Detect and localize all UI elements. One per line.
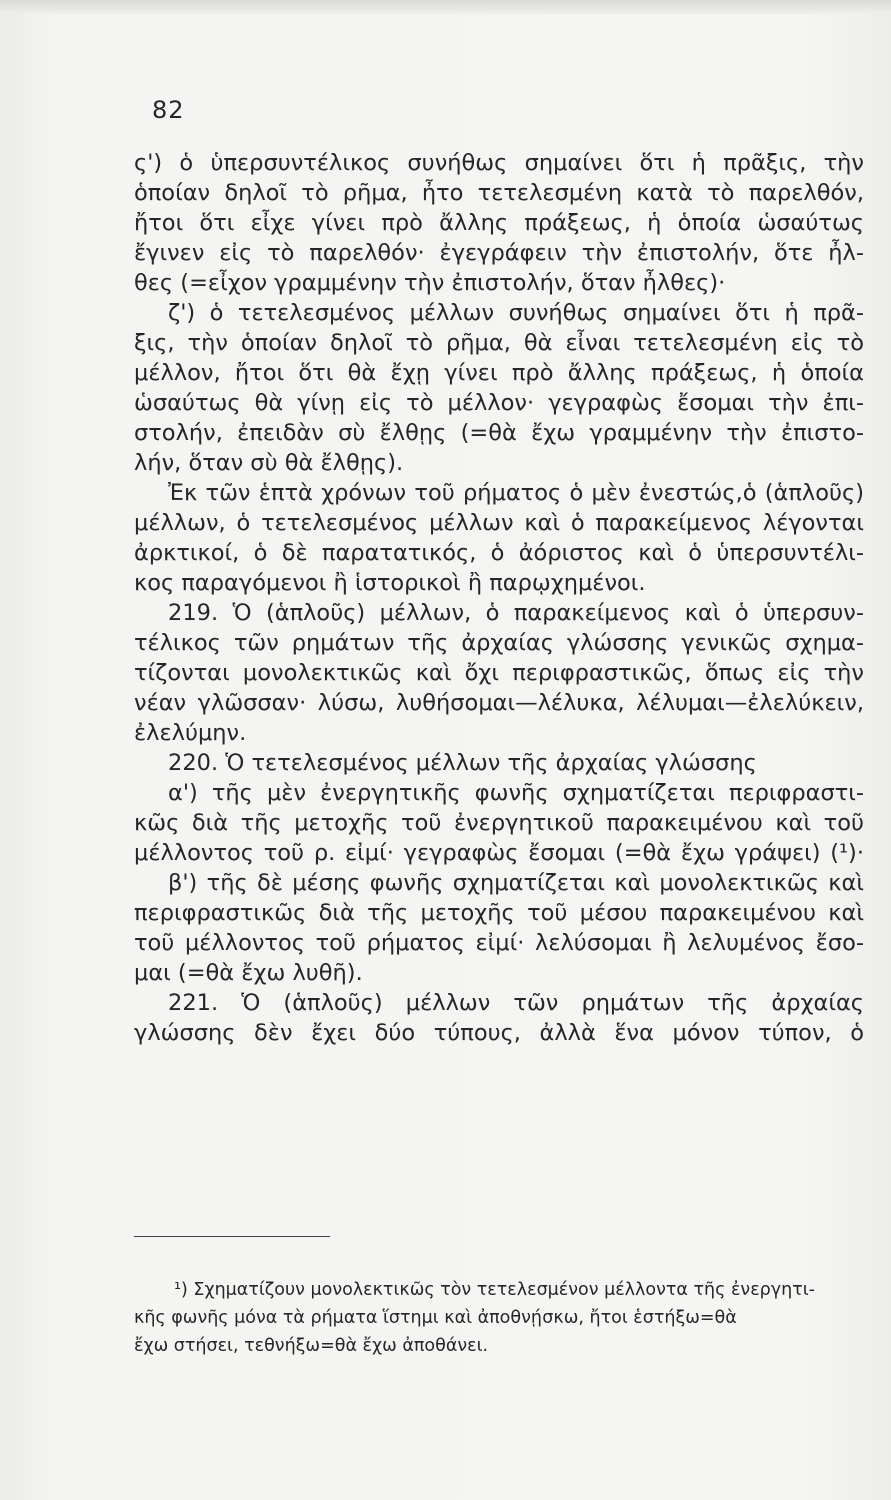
body-text	[134, 148, 864, 1048]
text-line: περιφραστικῶς διὰ τῆς μετοχῆς τοῦ μέσου παρακειμένου καὶ	[134, 900, 864, 926]
footnote-line: ¹) Σχηματίζουν μονολεκτικῶς τὸν τετελεσμένον μέλλοντα τῆς ἐνεργητι-	[174, 1280, 815, 1300]
text-line: ἐλελύμην.	[134, 720, 247, 746]
text-line: ἔγινεν εἰς τὸ παρελθόν· ἐγεγράφειν τὴν ἐπιστολήν, ὅτε ἦλ-	[134, 240, 864, 266]
page-top-edge	[0, 0, 891, 14]
text-line: στολήν, ἐπειδὰν σὺ ἔλθῃς (=θὰ ἔχω γραμμένην τὴν ἐπιστο-	[134, 420, 864, 446]
text-line: ς') ὁ ὑπερσυντέλικος συνήθως σημαίνει ὅτι ἡ πρᾶξις, τὴν	[134, 150, 864, 176]
text-line: μέλλοντος τοῦ ρ. εἰμί· γεγραφὼς ἔσομαι (=θὰ ἔχω γράψει) (¹)·	[134, 840, 864, 866]
text-line: γλώσσης δὲν ἔχει δύο τύπους, ἀλλὰ ἕνα μόνον τύπον, ὁ	[134, 1020, 864, 1046]
text-line: θες (=εἶχον γραμμένην τὴν ἐπιστολήν, ὅταν ἦλθες)·	[134, 270, 726, 296]
text-line: 221. Ὁ (ἁπλοῦς) μέλλων τῶν ρημάτων τῆς ἀρχαίας	[168, 990, 864, 1016]
text-line: μέλλων, ὁ τετελεσμένος μέλλων καὶ ὁ παρακείμενος λέγονται	[134, 510, 864, 536]
text-line: τέλικος τῶν ρημάτων τῆς ἀρχαίας γλώσσης γενικῶς σχημα-	[134, 630, 864, 656]
text-line: ἀρκτικοί, ὁ δὲ παρατατικός, ὁ ἀόριστος καὶ ὁ ὑπερσυντέλι-	[134, 540, 864, 566]
footnote-line: κῆς φωνῆς μόνα τὰ ρήματα ἵστημι καὶ ἀποθνῄσκω, ἤτοι ἑστήξω=θὰ	[134, 1308, 737, 1328]
text-line: μαι (=θὰ ἔχω λυθῆ).	[134, 960, 363, 986]
text-line: β') τῆς δὲ μέσης φωνῆς σχηματίζεται καὶ μονολεκτικῶς καὶ	[168, 870, 864, 896]
text-line: Ἐκ τῶν ἑπτὰ χρόνων τοῦ ρήματος ὁ μὲν ἐνεστώς,ὁ (ἁπλοῦς)	[168, 480, 864, 506]
text-line: μέλλον, ἤτοι ὅτι θὰ ἔχῃ γίνει πρὸ ἄλλης πράξεως, ἡ ὁποία	[134, 360, 864, 386]
page-number: 82	[152, 96, 185, 124]
text-line: ἤτοι ὅτι εἶχε γίνει πρὸ ἄλλης πράξεως, ἡ ὁποία ὡσαύτως	[134, 210, 864, 236]
text-line: ξις, τὴν ὁποίαν δηλοῖ τὸ ρῆμα, θὰ εἶναι τετελεσμένη εἰς τὸ	[134, 330, 864, 356]
text-line: κος παραγόμενοι ἢ ἱστορικοὶ ἢ παρῳχημένοι.	[134, 570, 646, 596]
text-line: λήν, ὅταν σὺ θὰ ἔλθῃς).	[134, 450, 404, 476]
text-line: 219. Ὁ (ἁπλοῦς) μέλλων, ὁ παρακείμενος καὶ ὁ ὑπερσυν-	[168, 600, 864, 626]
text-line: τοῦ μέλλοντος τοῦ ρήματος εἰμί· λελύσομαι ἢ λελυμένος ἔσο-	[134, 930, 864, 956]
text-line: ὡσαύτως θὰ γίνῃ εἰς τὸ μέλλον· γεγραφὼς ἔσομαι τὴν ἐπι-	[134, 390, 864, 416]
footnote-divider	[134, 1236, 330, 1237]
text-line: νέαν γλῶσσαν· λύσω, λυθήσομαι—λέλυκα, λέλυμαι—ἐλελύκειν,	[134, 690, 864, 716]
footnote-line: ἔχω στήσει, τεθνήξω=θὰ ἔχω ἀποθάνει.	[134, 1336, 489, 1356]
text-line: ζ') ὁ τετελεσμένος μέλλων συνήθως σημαίνει ὅτι ἡ πρᾶ-	[168, 300, 864, 326]
text-line: τίζονται μονολεκτικῶς καὶ ὄχι περιφραστικῶς, ὅπως εἰς τὴν	[134, 660, 864, 686]
footnotes	[134, 1276, 864, 1360]
text-line: κῶς διὰ τῆς μετοχῆς τοῦ ἐνεργητικοῦ παρακειμένου καὶ τοῦ	[134, 810, 864, 836]
text-line: α') τῆς μὲν ἐνεργητικῆς φωνῆς σχηματίζεται περιφραστι-	[168, 780, 864, 806]
text-line: 220. Ὁ τετελεσμένος μέλλων τῆς ἀρχαίας γλώσσης	[168, 750, 757, 776]
text-line: ὁποίαν δηλοῖ τὸ ρῆμα, ἦτο τετελεσμένη κατὰ τὸ παρελθόν,	[134, 180, 864, 206]
